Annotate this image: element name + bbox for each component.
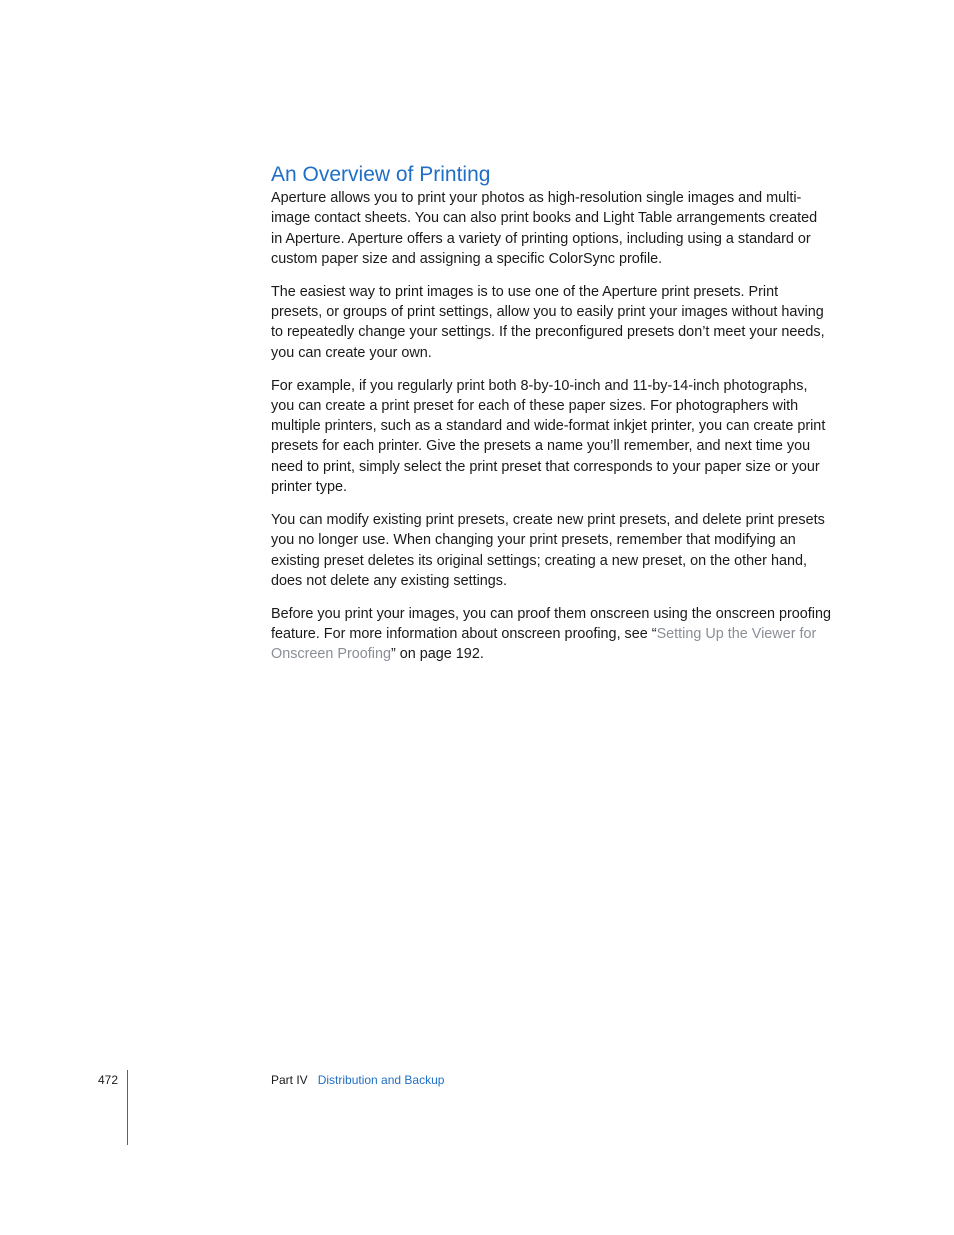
cross-reference-link[interactable]: Setting Up the Viewer for Onscreen Proofing	[271, 626, 817, 663]
paragraph-modify: You can modify existing print presets, create new print presets, and delete print presets you no longer use. When changing your print presets, remember that modifying an existing preset deletes its original settings; creating a new preset, on the other hand, does not delete any existing settings.	[271, 511, 825, 589]
paragraph-intro: Aperture allows you to print your photos as high-resolution single images and multi-image contact sheets. You can also print books and Light Table arrangements created in Aperture. Aperture offers a variety of printing options, including using a standard or custom paper size and assigning a specific ColorSync profile.	[271, 190, 818, 267]
paragraph-presets: The easiest way to print images is to use one of the Aperture print presets. Print presets, or groups of print settings, allow you to easily print your images without having to repeatedly change your settings. If the preconfigured presets don’t meet your needs, you can create your own.	[271, 283, 825, 361]
paragraph-proofing	[271, 604, 831, 665]
footer-part-title: Distribution and Backup	[317, 1073, 445, 1087]
footer-part	[271, 1072, 444, 1088]
footer-divider	[127, 1070, 128, 1145]
proofing-text-after: ” on page 192.	[391, 646, 484, 663]
paragraph-example: For example, if you regularly print both 8-by-10-inch and 11-by-14-inch photographs, you can create a print preset for each of these paper sizes. For photographers with multiple printers, such as a standard and wide-format inkjet printer, you can create print presets for each printer. Give the presets a name you’ll remember, and next time you need to print, simply select the print preset that corresponds to your paper size or your printer type.	[271, 377, 826, 496]
footer-part-label: Part IV	[271, 1073, 308, 1087]
body-text	[271, 188, 831, 677]
proofing-text-before: Before you print your images, you can proof them onscreen using the onscreen proofing feature. For more information about onscreen proofing, see “	[271, 605, 831, 643]
section-heading: An Overview of Printing	[271, 163, 491, 186]
page-number: 472	[98, 1073, 119, 1087]
